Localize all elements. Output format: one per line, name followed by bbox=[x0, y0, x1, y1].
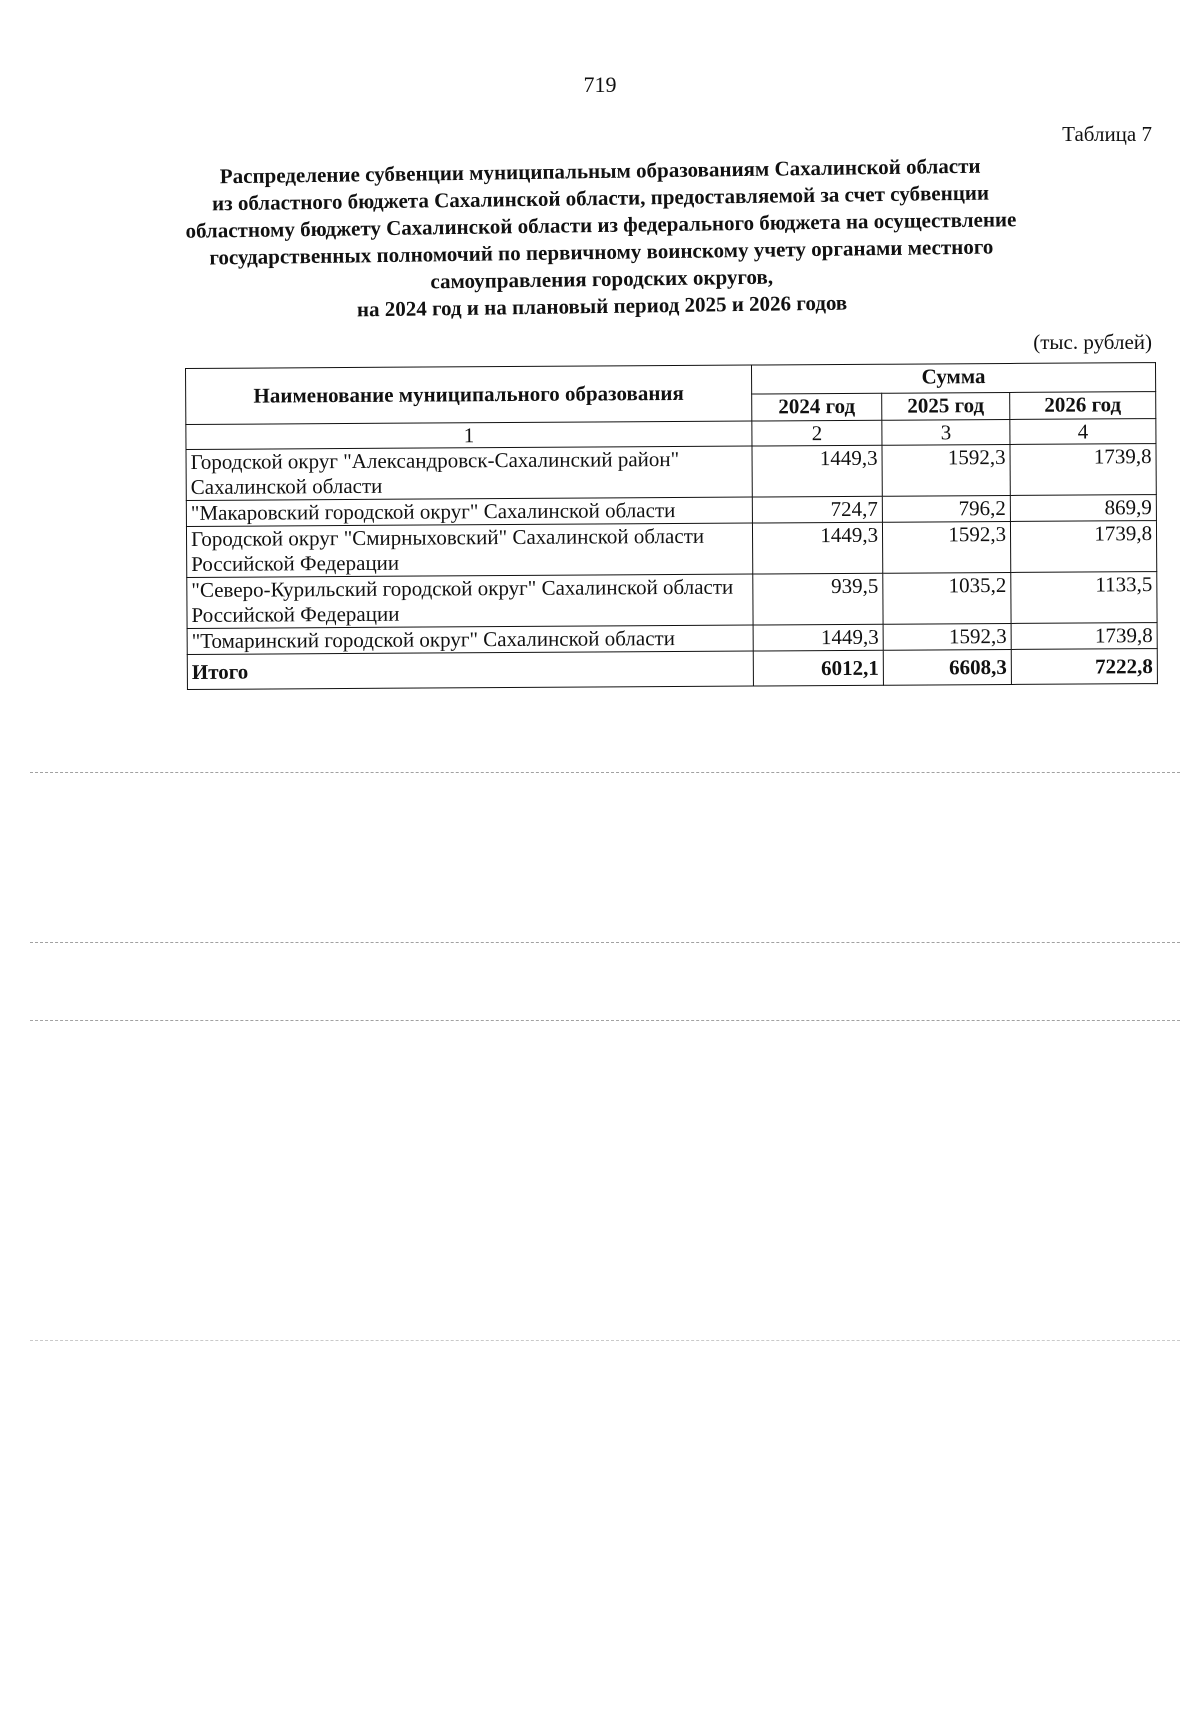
header-year-2025: 2025 год bbox=[882, 392, 1010, 420]
total-2025: 6608,3 bbox=[883, 649, 1011, 685]
municipality-name: "Макаровский городской округ" Сахалинской области bbox=[186, 497, 752, 526]
title-line: на 2024 год и на плановый период 2025 и 2026 годов bbox=[356, 290, 848, 322]
scan-artifact-line bbox=[30, 1020, 1180, 1021]
table-row bbox=[186, 521, 1156, 578]
total-label: Итого bbox=[187, 651, 753, 689]
value-2024: 1449,3 bbox=[753, 624, 883, 651]
value-2025: 796,2 bbox=[882, 495, 1010, 522]
scan-artifact-line bbox=[30, 1340, 1180, 1341]
value-2026: 869,9 bbox=[1010, 495, 1156, 522]
document-title bbox=[170, 152, 1032, 326]
subvention-table bbox=[185, 362, 1158, 690]
value-2025: 1592,3 bbox=[882, 444, 1010, 496]
value-2026: 1133,5 bbox=[1011, 572, 1157, 624]
value-2026: 1739,8 bbox=[1011, 623, 1157, 650]
column-number: 4 bbox=[1010, 419, 1156, 445]
title-line: Распределение субвенции муниципальным образованиям Сахалинской области bbox=[219, 153, 981, 189]
municipality-name: Городской округ "Александровск-Сахалинский район" Сахалинской области bbox=[186, 446, 752, 500]
title-line: государственных полномочий по первичному воинскому учету органами местного bbox=[209, 234, 994, 270]
table-row bbox=[187, 572, 1157, 629]
municipality-name: Городской округ "Смирныховский" Сахалинской области Российской Федерации bbox=[186, 523, 752, 577]
value-2026: 1739,8 bbox=[1010, 444, 1156, 496]
value-2024: 724,7 bbox=[752, 496, 882, 523]
table-label: Таблица 7 bbox=[1062, 122, 1152, 146]
municipality-name: "Томаринский городской округ" Сахалинской области bbox=[187, 625, 753, 654]
column-number: 3 bbox=[882, 419, 1010, 445]
scan-artifact-line bbox=[30, 772, 1180, 773]
header-year-2024: 2024 год bbox=[752, 393, 882, 421]
title-line: из областного бюджета Сахалинской области, предоставляемой за счет субвенции bbox=[211, 180, 990, 216]
title-line: областному бюджету Сахалинской области из федерального бюджета на осуществление bbox=[185, 207, 1017, 243]
units-label: (тыс. рублей) bbox=[1033, 330, 1152, 354]
value-2024: 1449,3 bbox=[752, 522, 882, 574]
table-row bbox=[186, 444, 1156, 501]
total-row bbox=[187, 649, 1157, 690]
header-sum: Сумма bbox=[751, 363, 1155, 394]
value-2025: 1592,3 bbox=[883, 623, 1011, 650]
value-2026: 1739,8 bbox=[1010, 521, 1156, 573]
column-number: 1 bbox=[186, 421, 752, 449]
value-2025: 1035,2 bbox=[883, 572, 1011, 624]
value-2024: 939,5 bbox=[753, 573, 883, 625]
value-2025: 1592,3 bbox=[882, 521, 1010, 573]
table-container bbox=[185, 362, 1157, 690]
municipality-name: "Северо-Курильский городской округ" Сахалинской области Российской Федерации bbox=[187, 574, 753, 628]
total-2026: 7222,8 bbox=[1011, 649, 1157, 685]
header-year-2026: 2026 год bbox=[1010, 392, 1156, 420]
page-number: 719 bbox=[583, 72, 617, 97]
scan-artifact-line bbox=[30, 942, 1180, 943]
header-name: Наименование муниципального образования bbox=[186, 365, 752, 424]
column-number: 2 bbox=[752, 420, 882, 446]
value-2024: 1449,3 bbox=[752, 445, 882, 497]
total-2024: 6012,1 bbox=[753, 650, 883, 686]
title-line: самоуправления городских округов, bbox=[430, 264, 774, 294]
